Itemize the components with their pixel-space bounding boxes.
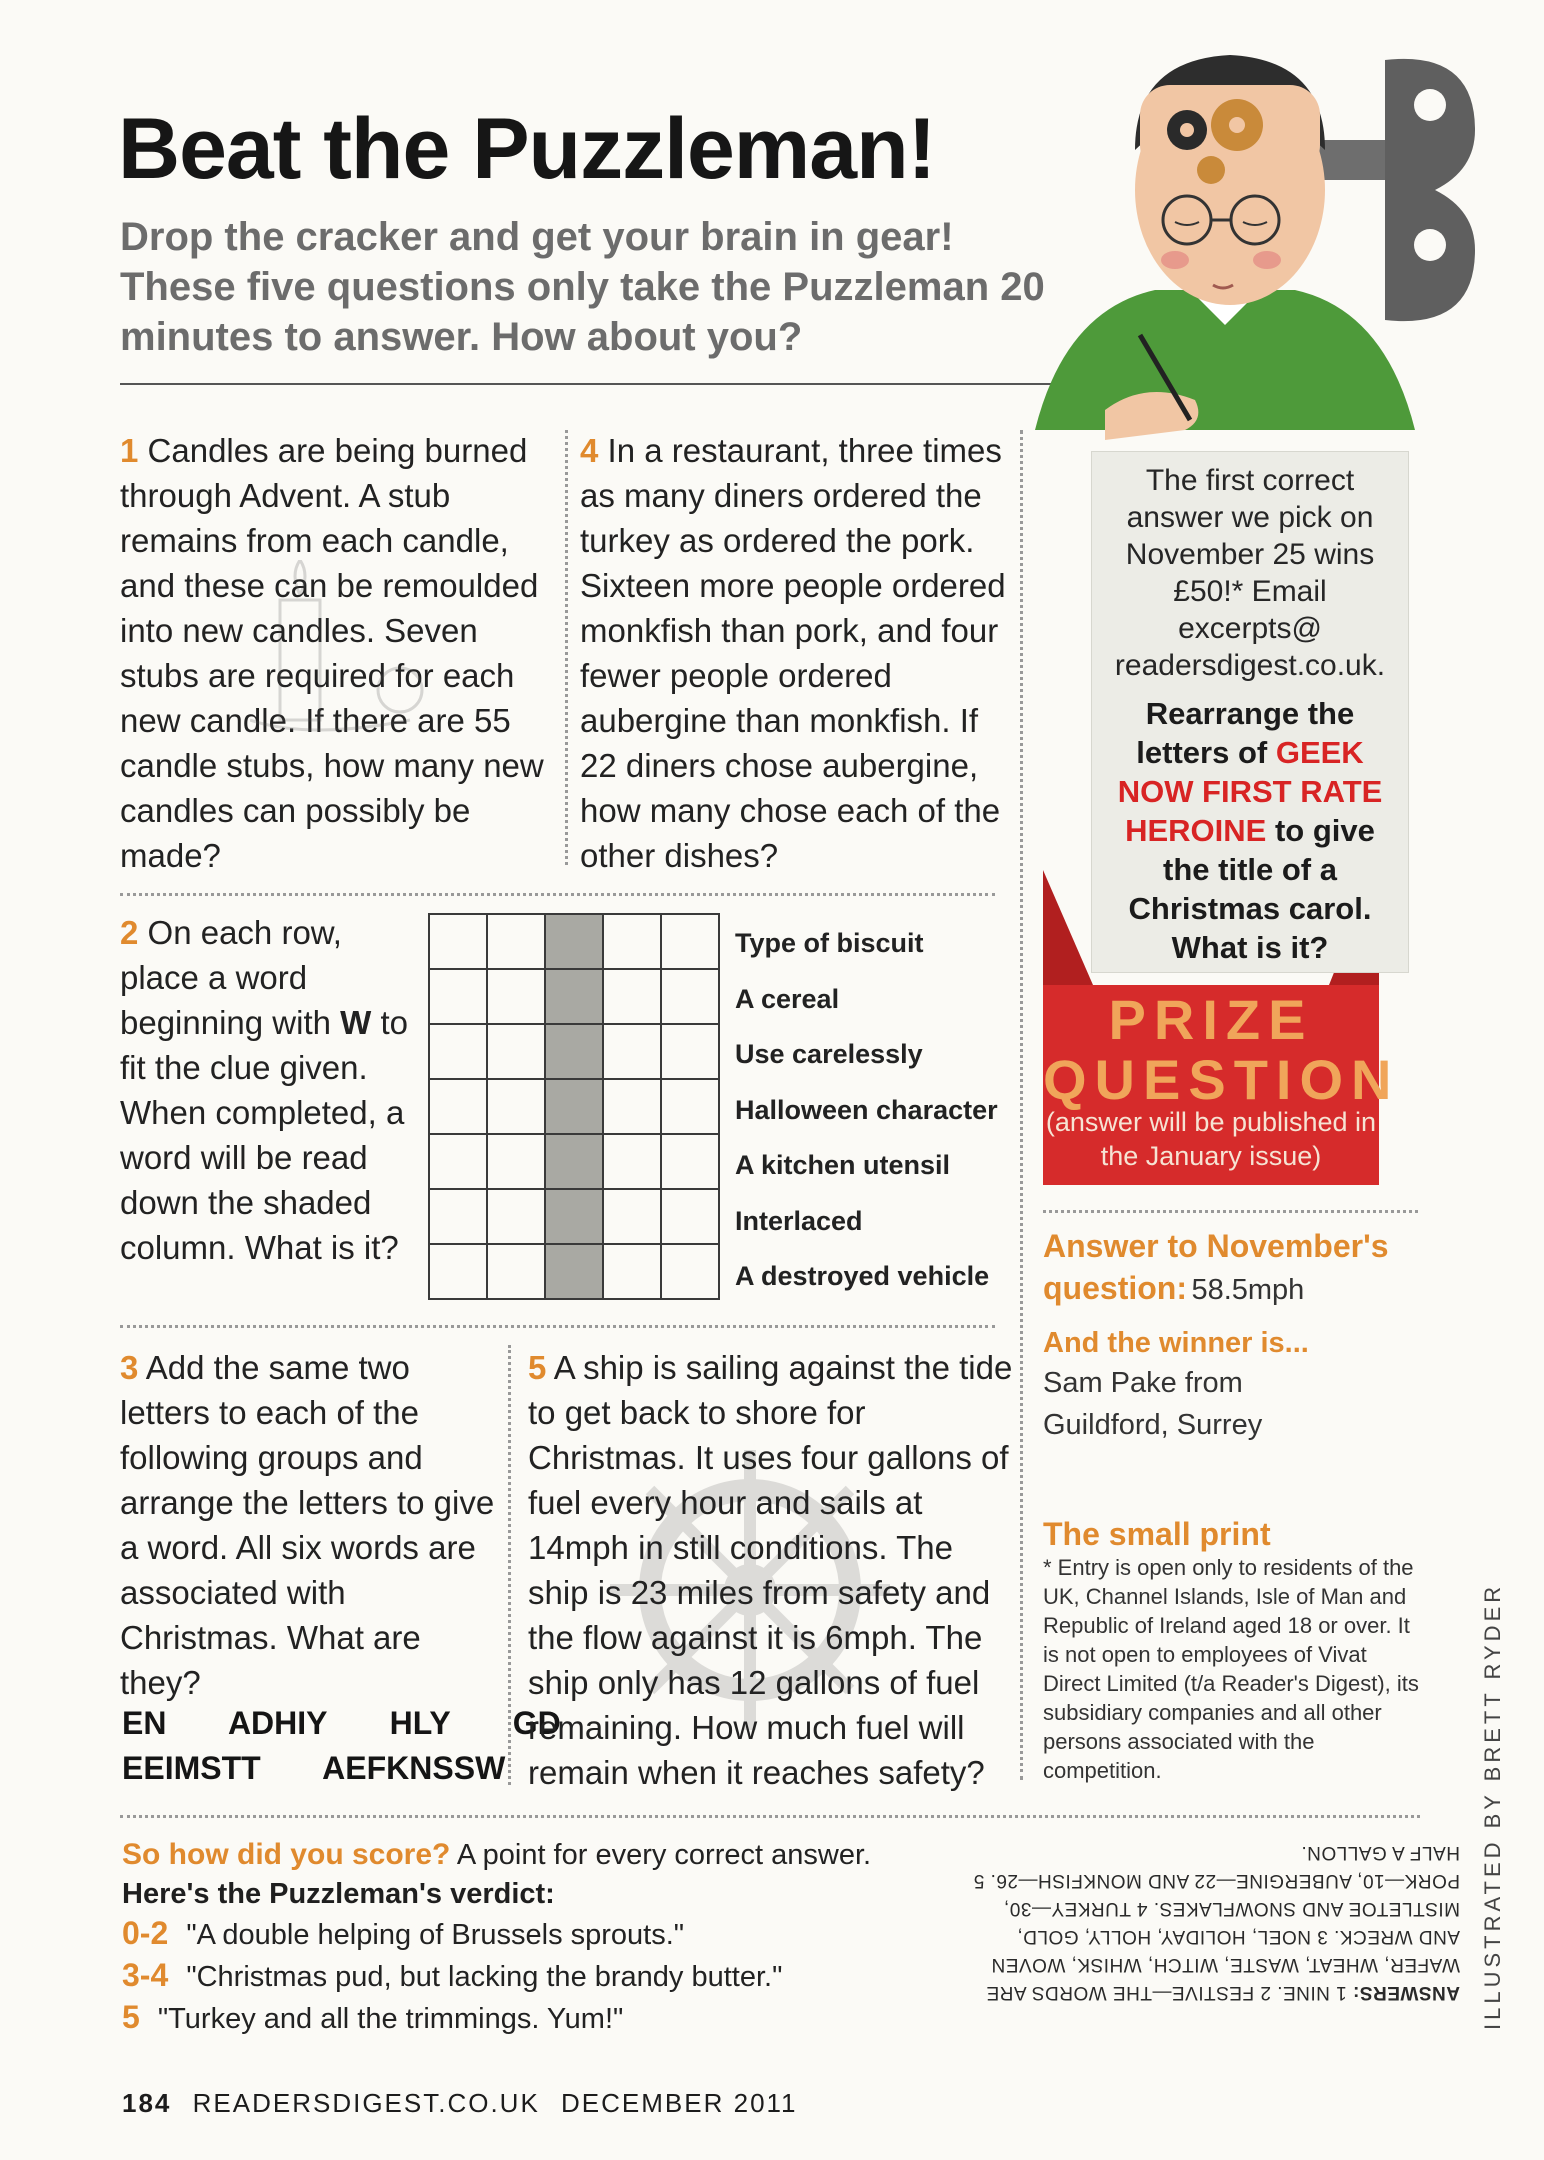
row-divider bbox=[120, 1815, 1420, 1818]
grid-row bbox=[429, 1189, 719, 1244]
shaded-cell[interactable] bbox=[545, 1244, 603, 1299]
footer-site: READERSDIGEST.CO.UK bbox=[192, 2088, 540, 2118]
question-text: to fit the clue given. When completed, a word will be read down the shaded column. What is it? bbox=[120, 1004, 409, 1266]
clue: Use carelessly bbox=[735, 1039, 923, 1069]
illustrator-credit: ILLUSTRATED BY BRETT RYDER bbox=[1480, 1582, 1505, 2030]
row-divider bbox=[120, 1325, 995, 1328]
question-text: Candles are being burned through Advent. A stub remains from each candle, and these can be remoulded into new candles. Seven stubs are required for each new candle. If there are 55 candle stubs, how many new candles can possibly be made? bbox=[120, 432, 544, 874]
grid-cell[interactable] bbox=[487, 1024, 545, 1079]
question-number: 2 bbox=[120, 914, 139, 951]
word-grid bbox=[428, 913, 720, 1300]
winner-heading: And the winner is... bbox=[1043, 1327, 1309, 1359]
verdict-heading: Here's the Puzzleman's verdict: bbox=[122, 1878, 555, 1910]
verdict-range: 3-4 bbox=[122, 1957, 169, 1993]
grid-cell[interactable] bbox=[603, 1024, 661, 1079]
letter-groups-line: EN ADHIY HLY GD bbox=[122, 1705, 561, 1741]
grid-row bbox=[429, 1134, 719, 1189]
clue: Interlaced bbox=[735, 1206, 863, 1236]
prize-question-text: Rearrange the letters of bbox=[1136, 696, 1355, 770]
grid-cell[interactable] bbox=[487, 1079, 545, 1134]
starting-letter: W bbox=[340, 1004, 372, 1041]
question-number: 5 bbox=[528, 1349, 547, 1386]
grid-cell[interactable] bbox=[487, 914, 545, 969]
question-text: A ship is sailing against the tide to get back to shore for Christmas. It uses four gallons of fuel every hour and sails at 14mph in still conditions. The ship is 23 miles from safety and the flow against it is 6mph. The ship only has 12 gallons of fuel remaining. How much fuel will remain when it reaches safety? bbox=[528, 1349, 1013, 1791]
page-number: 184 bbox=[122, 2088, 172, 2118]
prize-box-flap bbox=[1043, 870, 1093, 985]
grid-cell[interactable] bbox=[487, 1189, 545, 1244]
score-rule: A point for every correct answer. bbox=[450, 1839, 872, 1871]
question-text: Add the same two letters to each of the following groups and arrange the letters to give a word. All six words are associated with Christmas. What are they? bbox=[120, 1349, 495, 1701]
score-line bbox=[122, 1838, 871, 1872]
shaded-cell[interactable] bbox=[545, 969, 603, 1024]
page-footer bbox=[122, 2088, 798, 2119]
question-5 bbox=[528, 1345, 1013, 1795]
question-number: 3 bbox=[120, 1349, 139, 1386]
november-answer bbox=[1043, 1225, 1423, 1311]
shaded-cell[interactable] bbox=[545, 1189, 603, 1244]
gear-icon bbox=[1197, 156, 1225, 184]
footer-issue: DECEMBER 2011 bbox=[561, 2088, 798, 2118]
letter-groups-line: EEIMSTT AEFKNSSW bbox=[122, 1750, 506, 1786]
shaded-cell[interactable] bbox=[545, 914, 603, 969]
prize-intro: The first correct answer we pick on November 25 wins £50!* Email excerpts@ readersdigest.co.uk. bbox=[1114, 464, 1386, 682]
row-divider bbox=[1043, 1210, 1418, 1213]
small-print-heading: The small print bbox=[1043, 1516, 1271, 1552]
grid-cell[interactable] bbox=[429, 1079, 487, 1134]
grid-cell[interactable] bbox=[429, 1024, 487, 1079]
grid-row bbox=[429, 1244, 719, 1299]
clue: A destroyed vehicle bbox=[735, 1261, 990, 1291]
grid-cell[interactable] bbox=[487, 1244, 545, 1299]
grid-cell[interactable] bbox=[429, 1189, 487, 1244]
grid-cell[interactable] bbox=[661, 1134, 719, 1189]
grid-cell[interactable] bbox=[603, 1244, 661, 1299]
question-number: 1 bbox=[120, 432, 139, 469]
verdict-row bbox=[122, 1915, 684, 1952]
score-heading: So how did you score? bbox=[122, 1838, 451, 1871]
verdict-text: "Turkey and all the trimmings. Yum!" bbox=[157, 2003, 624, 2035]
grid-cell[interactable] bbox=[661, 969, 719, 1024]
verdict-row bbox=[122, 1957, 782, 1994]
clue: Type of biscuit bbox=[735, 928, 924, 958]
verdict-text: "Christmas pud, but lacking the brandy butter." bbox=[186, 1961, 783, 1993]
upside-down-answers bbox=[960, 1838, 1460, 2006]
question-3 bbox=[120, 1345, 500, 1705]
puzzleman-illustration bbox=[1015, 30, 1485, 460]
prize-note: (answer will be published in the January issue) bbox=[1045, 1107, 1377, 1171]
shaded-cell[interactable] bbox=[545, 1134, 603, 1189]
grid-cell[interactable] bbox=[661, 914, 719, 969]
clue: A cereal bbox=[735, 984, 840, 1014]
grid-cell[interactable] bbox=[429, 914, 487, 969]
grid-row bbox=[429, 1024, 719, 1079]
anagram-letters: GEEK NOW FIRST RATE HEROINE bbox=[1117, 735, 1383, 848]
verdict-range: 5 bbox=[122, 1999, 140, 2035]
grid-cell[interactable] bbox=[603, 914, 661, 969]
small-print-text: * Entry is open only to residents of the UK, Channel Islands, Isle of Man and Republic of Ireland aged 18 or over. It is not open to employees of Vivat Direct Limited (t/a Reader's Digest), its subsidiary companies and all other persons associated with the competition. bbox=[1043, 1555, 1419, 1783]
grid-cell[interactable] bbox=[603, 1079, 661, 1134]
column-divider bbox=[565, 430, 568, 865]
grid-cell[interactable] bbox=[603, 1189, 661, 1244]
answers-text: 1 NINE. 2 FESTIVE—THE WORDS ARE WAFER, WHEAT, WASTE, WITCH, WHISK, WOVEN AND WRECK. 3 NOEL, HOLIDAY, HOLLY, GOLD, MISTLETOE AND SNOWFLAKES. 4 TURKEY—30, PORK—10, AUBERGINE—22 AND MONKFISH—26. 5 HALF A GALLON. bbox=[973, 1842, 1460, 2003]
grid-cell[interactable] bbox=[487, 1134, 545, 1189]
shaded-cell[interactable] bbox=[545, 1024, 603, 1079]
grid-cell[interactable] bbox=[429, 1134, 487, 1189]
grid-row bbox=[429, 1079, 719, 1134]
question-text: On each row, place a word beginning with bbox=[120, 914, 342, 1041]
candle-icon bbox=[250, 560, 480, 740]
question-2 bbox=[120, 910, 420, 1270]
answer-heading: Answer to November's question: bbox=[1043, 1228, 1389, 1306]
grid-row bbox=[429, 914, 719, 969]
column-divider bbox=[1020, 430, 1023, 1780]
page-title: Beat the Puzzleman! bbox=[118, 101, 936, 197]
row-divider bbox=[120, 893, 995, 896]
answer-value: 58.5mph bbox=[1191, 1274, 1305, 1306]
grid-cell[interactable] bbox=[661, 1244, 719, 1299]
question-number: 4 bbox=[580, 432, 599, 469]
prize-question-label: PRIZE QUESTION bbox=[1043, 988, 1400, 1111]
grid-cell[interactable] bbox=[487, 969, 545, 1024]
verdict-text: "A double helping of Brussels sprouts." bbox=[186, 1919, 685, 1951]
grid-cell[interactable] bbox=[661, 1189, 719, 1244]
winner-text: Sam Pake from Guildford, Surrey bbox=[1043, 1367, 1263, 1441]
grid-cell[interactable] bbox=[603, 1134, 661, 1189]
clue: A kitchen utensil bbox=[735, 1150, 951, 1180]
prize-card bbox=[1092, 452, 1408, 972]
verdict-row bbox=[122, 1999, 623, 2036]
prize-question-text: to give the title of a Christmas carol. What is it? bbox=[1128, 813, 1375, 965]
verdict-range: 0-2 bbox=[122, 1915, 169, 1951]
question-text: In a restaurant, three times as many diners ordered the turkey as ordered the pork. Sixteen more people ordered monkfish than pork, and four fewer people ordered aubergine than monkfish. If 22 diners chose aubergine, how many chose each of the other dishes? bbox=[580, 432, 1006, 874]
shaded-cell[interactable] bbox=[545, 1079, 603, 1134]
prize-question bbox=[1106, 694, 1394, 967]
grid-row bbox=[429, 969, 719, 1024]
grid-cell[interactable] bbox=[661, 1024, 719, 1079]
grid-cell[interactable] bbox=[429, 1244, 487, 1299]
clue: Halloween character bbox=[735, 1095, 998, 1125]
header-divider bbox=[120, 383, 1120, 385]
column-divider bbox=[508, 1345, 511, 1785]
grid-cell[interactable] bbox=[661, 1079, 719, 1134]
answers-label: ANSWERS: bbox=[1352, 1982, 1460, 2003]
grid-cell[interactable] bbox=[603, 969, 661, 1024]
grid-cell[interactable] bbox=[429, 969, 487, 1024]
question-4 bbox=[580, 428, 1020, 878]
page-subtitle: Drop the cracker and get your brain in gear! These five questions only take the Puzzleman 20 minutes to answer. How about you? bbox=[120, 215, 1045, 359]
